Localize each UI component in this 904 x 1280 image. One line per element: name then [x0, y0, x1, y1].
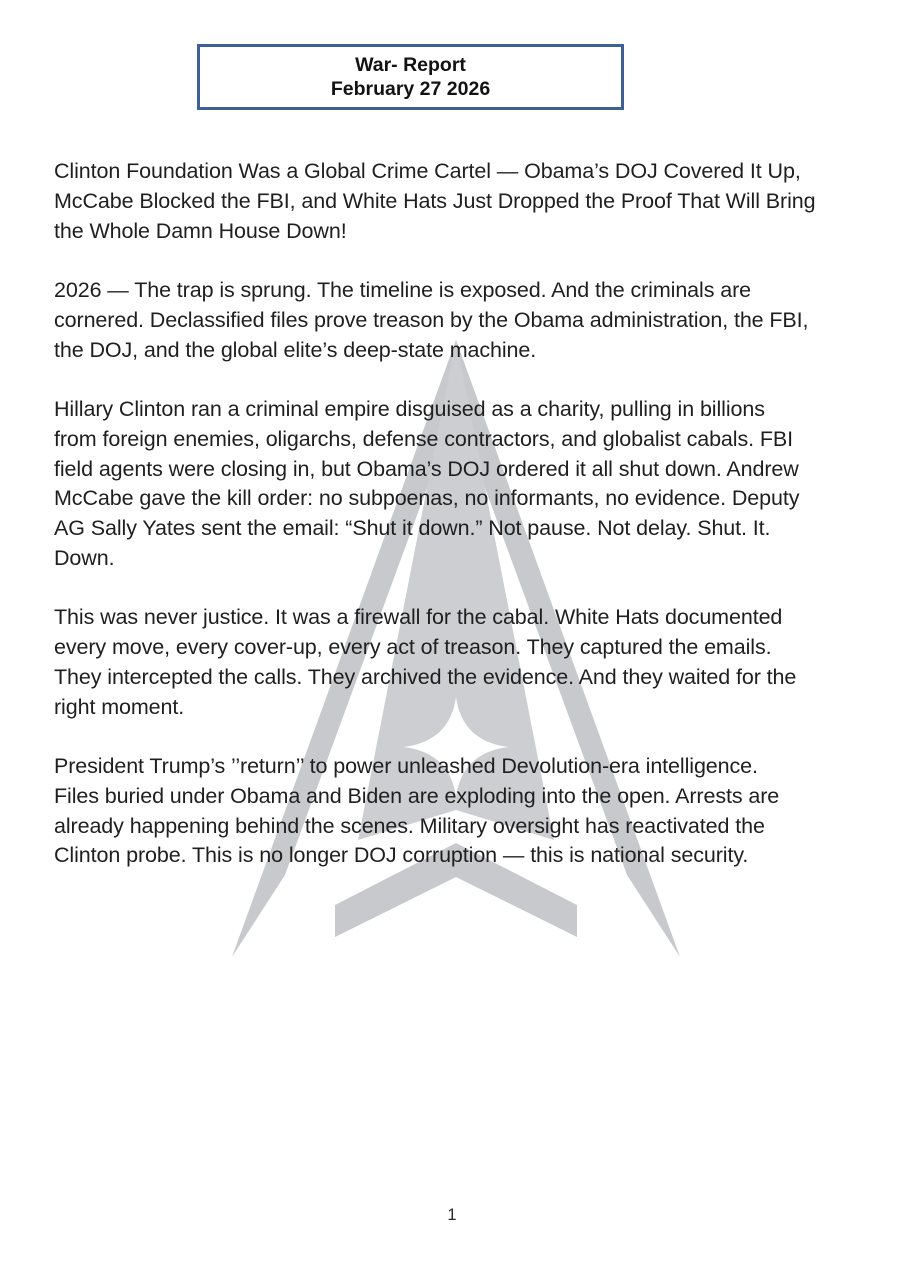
text-line: McCabe gave the kill order: no subpoenas, no informants, no evidence. Deputy: [54, 486, 800, 511]
text-line: Clinton Foundation Was a Global Crime Cartel — Obama’s DOJ Covered It Up,: [54, 159, 801, 183]
report-header-box: [197, 44, 624, 110]
page-number: 1: [447, 1206, 457, 1224]
document-body: [54, 157, 860, 901]
paragraph-trap-sprung: [54, 276, 860, 365]
text-line: Hillary Clinton ran a criminal empire disguised as a charity, pulling in billions: [54, 397, 765, 421]
text-line: This was never justice. It was a firewall for the cabal. White Hats documented: [54, 605, 783, 630]
text-line: Down.: [54, 545, 115, 570]
text-line: 2026 — The trap is sprung. The timeline is exposed. And the criminals are: [54, 278, 752, 302]
text-line: President Trump’s ’’return’’ to power unleashed Devolution-era intelligence.: [54, 754, 758, 778]
text-line: right moment.: [54, 694, 185, 719]
report-date: February 27 2026: [330, 78, 491, 100]
paragraph-criminal-empire: [54, 395, 860, 574]
text-line: AG Sally Yates sent the email: “Shut it down.” Not pause. Not delay. Shut. It.: [54, 516, 771, 540]
text-line: They intercepted the calls. They archived the evidence. And they waited for the: [54, 664, 797, 689]
text-line: Clinton probe. This is no longer DOJ corruption — this is national security.: [54, 843, 749, 868]
text-line: McCabe Blocked the FBI, and White Hats Just Dropped the Proof That Will Bring: [54, 188, 816, 213]
paragraph-return-to-power: [54, 752, 860, 871]
text-line: the DOJ, and the global elite’s deep-state machine.: [54, 337, 537, 362]
text-line: already happening behind the scenes. Military oversight has reactivated the: [54, 813, 765, 838]
paragraph-headline: [54, 157, 860, 246]
text-line: cornered. Declassified files prove treason by the Obama administration, the FBI,: [54, 307, 809, 332]
text-line: every move, every cover-up, every act of treason. They captured the emails.: [54, 635, 772, 659]
text-line: the Whole Damn House Down!: [54, 218, 347, 243]
paragraph-firewall: [54, 603, 860, 722]
text-line: Files buried under Obama and Biden are exploding into the open. Arrests are: [54, 783, 780, 808]
text-line: from foreign enemies, oligarchs, defense contractors, and globalist cabals. FBI: [54, 426, 794, 451]
report-title: War- Report: [355, 54, 466, 76]
text-line: field agents were closing in, but Obama’s DOJ ordered it all shut down. Andrew: [54, 456, 799, 481]
